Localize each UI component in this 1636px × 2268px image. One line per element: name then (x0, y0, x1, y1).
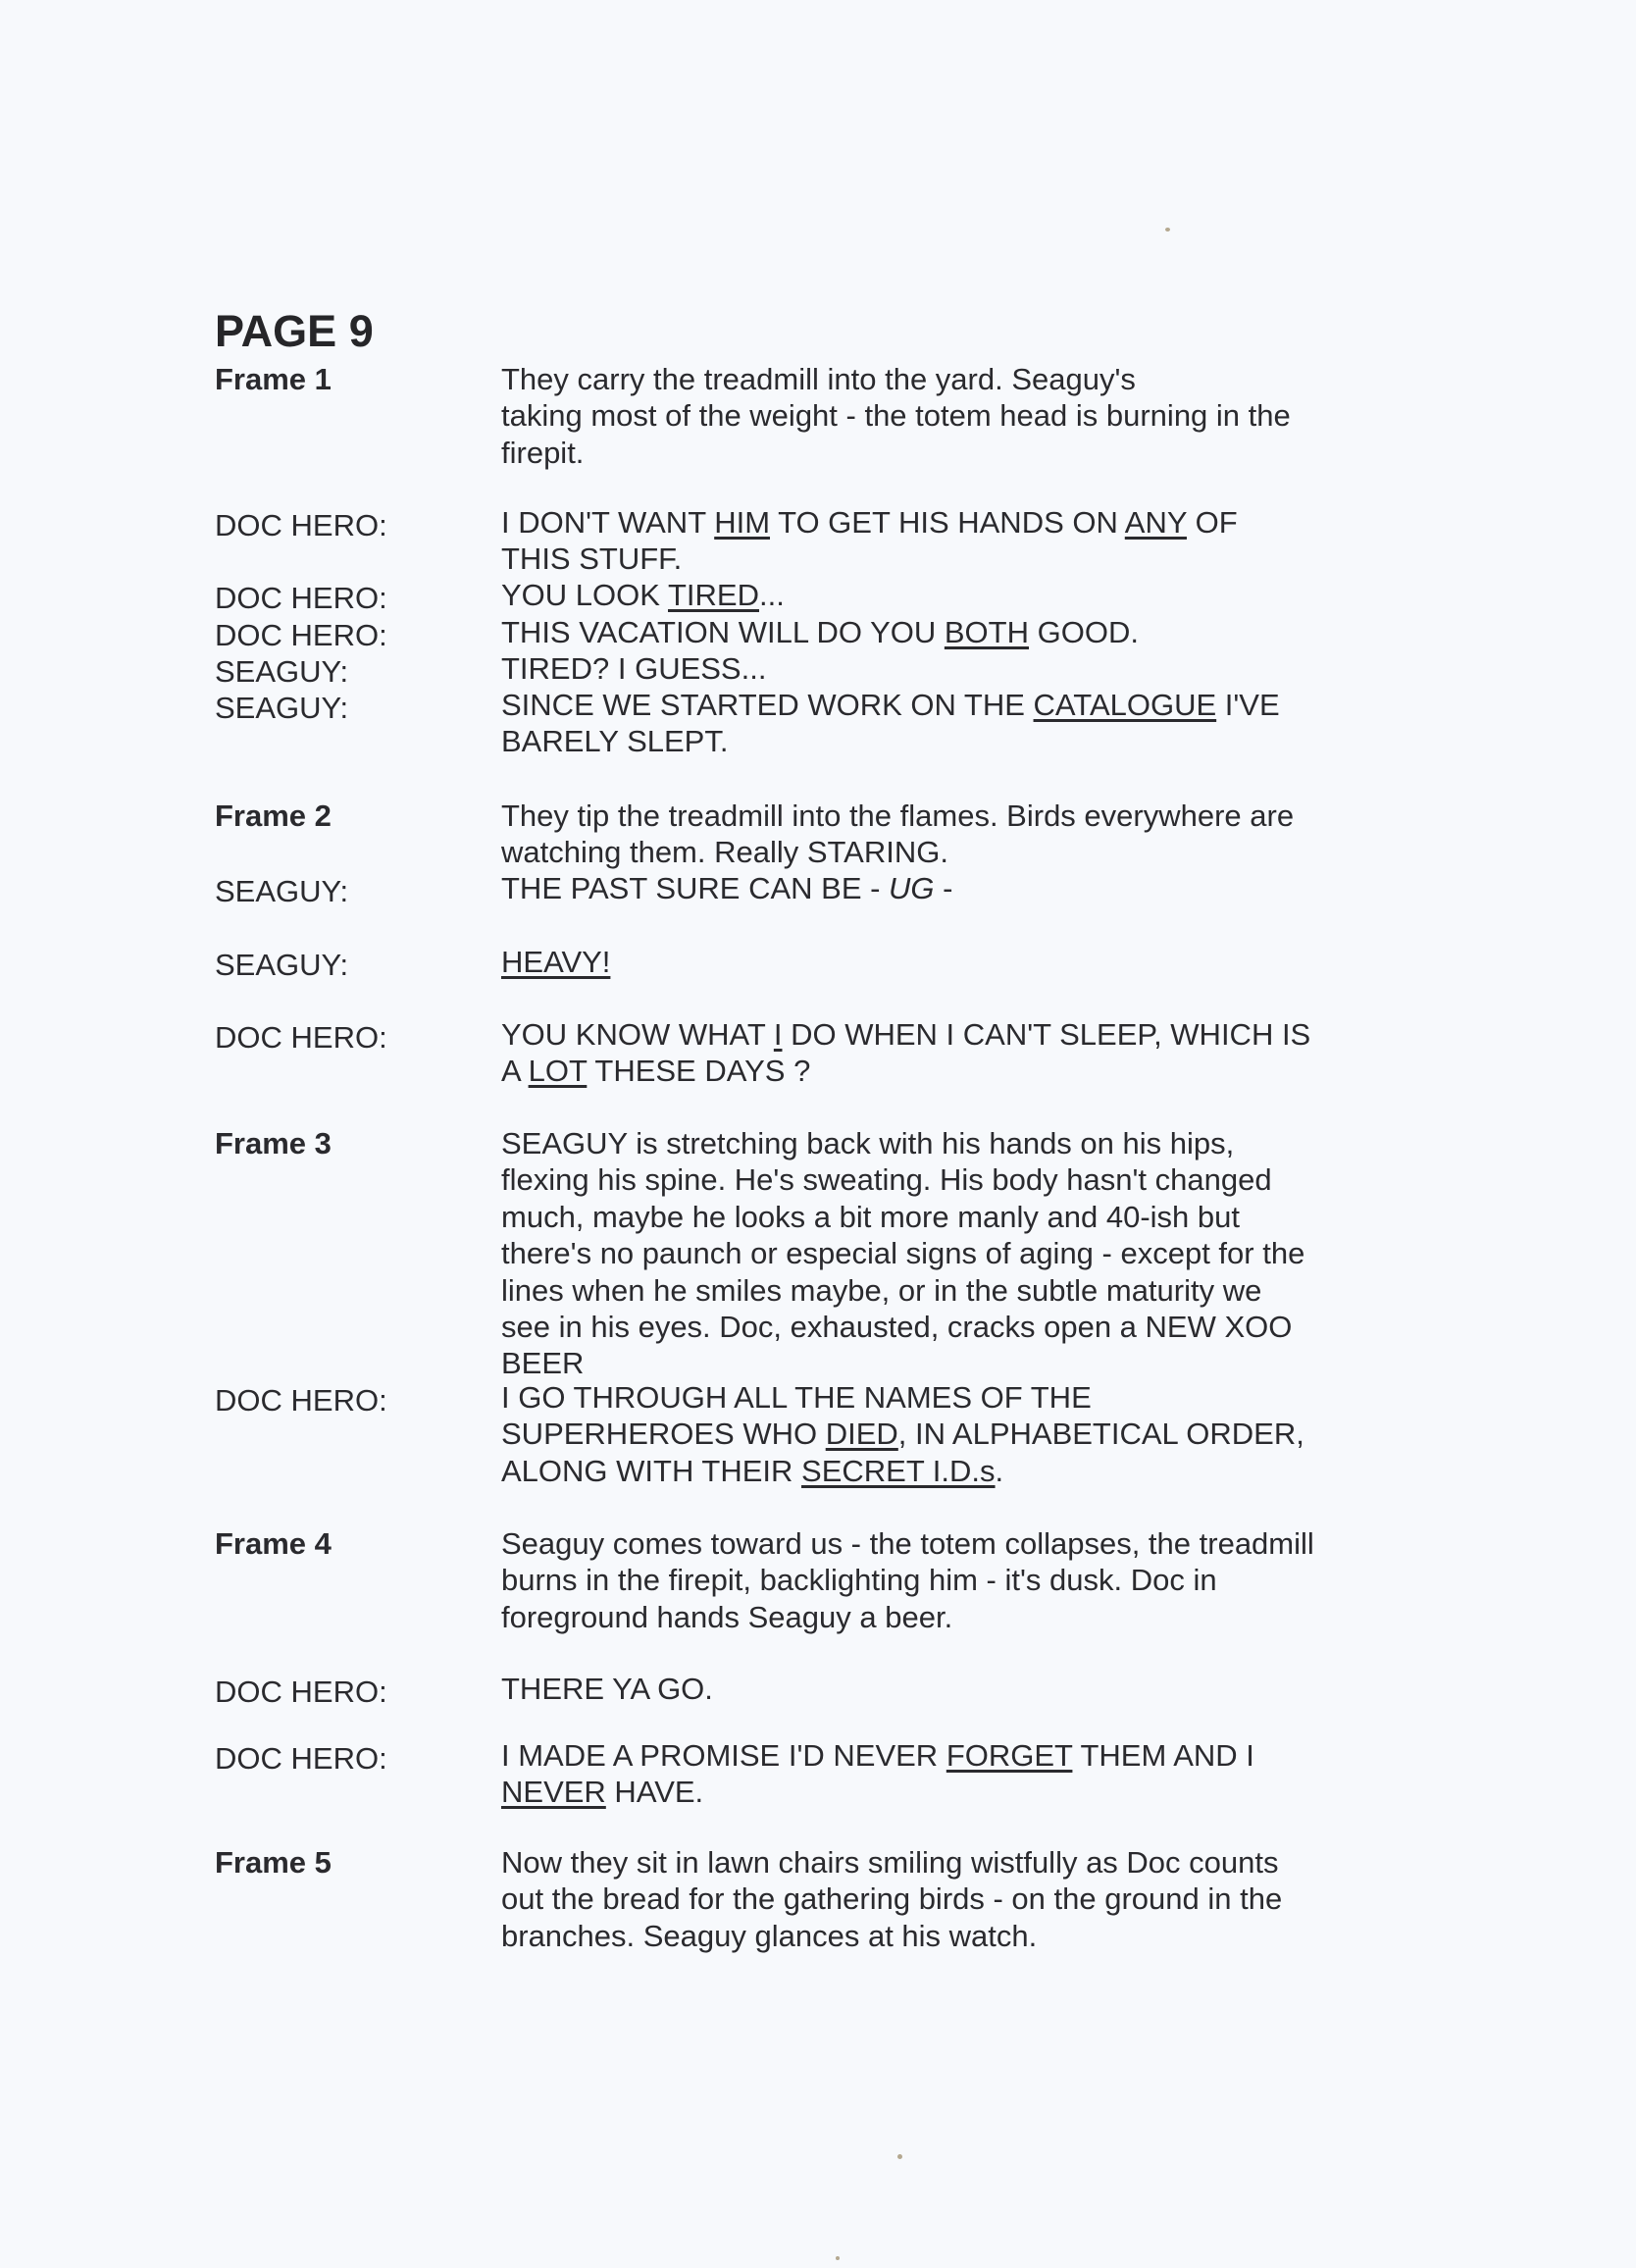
speaker-label: SEAGUY: (215, 948, 349, 982)
underlined-emphasis: HIM (714, 505, 771, 540)
paper-speck (836, 2256, 840, 2260)
underlined-emphasis: ANY (1124, 505, 1187, 540)
underlined-emphasis: HEAVY! (501, 945, 611, 979)
underlined-emphasis: SECRET I.D.s (801, 1453, 996, 1488)
speaker-label: SEAGUY: (215, 654, 349, 689)
underlined-emphasis: NEVER (501, 1775, 606, 1810)
underlined-emphasis: CATALOGUE (1033, 688, 1217, 722)
dialogue-line: I MADE A PROMISE I'D NEVER FORGET THEM AND I NEVER HAVE. (501, 1738, 1254, 1810)
dialogue-line: THERE YA GO. (501, 1672, 713, 1706)
dialogue-line: I DON'T WANT HIM TO GET HIS HANDS ON ANY OF THIS STUFF. (501, 505, 1238, 577)
italic-emphasis: UG (889, 871, 935, 905)
frame-label: Frame 4 (215, 1526, 332, 1561)
underlined-emphasis: DIED (825, 1417, 898, 1452)
speaker-label: DOC HERO: (215, 618, 387, 652)
speaker-label: SEAGUY: (215, 874, 349, 908)
frame-label: Frame 1 (215, 362, 332, 396)
dialogue-line: YOU KNOW WHAT I DO WHEN I CAN'T SLEEP, WHICH IS A LOT THESE DAYS ? (501, 1017, 1311, 1089)
speaker-label: DOC HERO: (215, 1020, 387, 1055)
dialogue-line: THE PAST SURE CAN BE - UG - (501, 871, 953, 905)
frame-description: Seaguy comes toward us - the totem collapses, the treadmill burns in the firepit, backlighting him - it's dusk. Doc in foreground hands Seaguy a beer. (501, 1526, 1314, 1634)
frame-description: They carry the treadmill into the yard. Seaguy's taking most of the weight - the totem head is burning in the firepit. (501, 362, 1291, 470)
dialogue-line: THIS VACATION WILL DO YOU BOTH GOOD. (501, 615, 1139, 649)
underlined-emphasis: FORGET (946, 1738, 1073, 1773)
speaker-label: DOC HERO: (215, 508, 387, 542)
frame-description: They tip the treadmill into the flames. Birds everywhere are watching them. Really STARING. (501, 799, 1295, 870)
dialogue-line (501, 944, 1384, 980)
frame-label: Frame 5 (215, 1845, 332, 1880)
underlined-emphasis: TIRED (668, 578, 759, 612)
paper-speck (897, 2154, 902, 2159)
speaker-label: SEAGUY: (215, 691, 349, 725)
dialogue-line: I GO THROUGH ALL THE NAMES OF THE SUPERHEROES WHO DIED, IN ALPHABETICAL ORDER, ALONG WITH THEIR SECRET I.D.s. (501, 1380, 1304, 1488)
paper-speck (1165, 228, 1170, 232)
speaker-label: DOC HERO: (215, 1675, 387, 1709)
dialogue-line: SINCE WE STARTED WORK ON THE CATALOGUE I'VE BARELY SLEPT. (501, 688, 1280, 759)
frame-description: SEAGUY is stretching back with his hands on his hips, flexing his spine. He's sweating. His body hasn't changed much, maybe he looks a bit more manly and 40-ish but there's no paunch or especial signs of aging - except for the lines when he smiles maybe, or in the subtle maturity we see in his eyes. Doc, exhausted, cracks open a NEW XOO BEER (501, 1126, 1305, 1381)
page-title: PAGE 9 (215, 306, 374, 356)
underlined-emphasis: LOT (528, 1054, 588, 1089)
frame-description: Now they sit in lawn chairs smiling wistfully as Doc counts out the bread for the gathering birds - on the ground in the branches. Seaguy glances at his watch. (501, 1845, 1283, 1953)
underlined-emphasis: I (773, 1017, 783, 1052)
speaker-label: DOC HERO: (215, 1741, 387, 1776)
speaker-label: DOC HERO: (215, 581, 387, 615)
dialogue-line: YOU LOOK TIRED... (501, 578, 785, 612)
frame-label: Frame 2 (215, 799, 332, 833)
frame-label: Frame 3 (215, 1126, 332, 1160)
speaker-label: DOC HERO: (215, 1383, 387, 1418)
underlined-emphasis: BOTH (944, 615, 1029, 649)
dialogue-line: TIRED? I GUESS... (501, 651, 767, 686)
